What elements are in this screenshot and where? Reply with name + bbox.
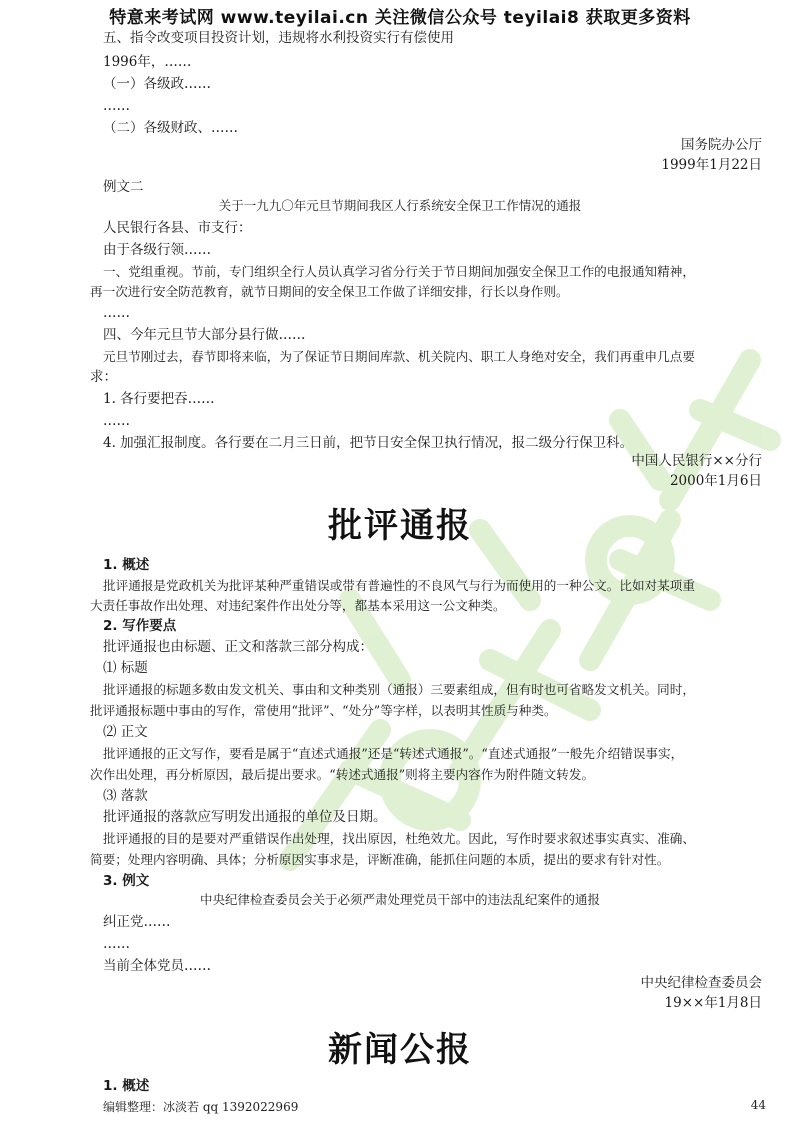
text-line: 大责任事故作出处理、对违纪案件作出处分等，都基本采用这一公文种类。 <box>90 598 506 613</box>
text-line: 1. 各行要把吞…… <box>103 391 215 407</box>
text-line: 再一次进行安全防范教育，就节日期间的安全保卫工作做了详细安排，行长以身作则。 <box>90 284 569 299</box>
text-line: 当前全体党员…… <box>103 958 211 974</box>
signature-org: 中央纪律检查委员会 <box>640 975 762 991</box>
site-banner: 特意来考试网 www.teyilai.cn 关注微信公众号 teyilai8 获取更多资料 <box>109 8 691 28</box>
text-line: 五、指令改变项目投资计划，违规将水利投资实行有偿使用 <box>103 30 454 46</box>
signature-date: 19××年1月8日 <box>664 995 762 1011</box>
text-line: …… <box>103 305 130 321</box>
text-line: …… <box>103 413 130 429</box>
text-line: 次作出处理，再分析原因，最后提出要求。“转述式通报”则将主要内容作为附件随文转发。 <box>90 767 595 782</box>
text-line: 一、党组重视。节前，专门组织全行人员认真学习省分行关于节日期间加强安全保卫工作的电报通知精神， <box>103 264 695 279</box>
text-line: 简要；处理内容明确、具体；分析原因实事求是，评断准确，能抓住问题的本质，提出的要求有针对性。 <box>90 852 670 867</box>
text-line: ⑴ 标题 <box>103 660 148 676</box>
text-line: …… <box>103 98 130 114</box>
text-line: …… <box>103 936 130 952</box>
text-line: 由于各级行领…… <box>103 242 211 258</box>
signature-org: 中国人民银行××分行 <box>631 453 762 469</box>
text-line: 1996年，…… <box>103 54 192 70</box>
text-line: 人民银行各县、市支行： <box>103 220 252 236</box>
subsection-title: 2. 写作要点 <box>103 618 177 634</box>
text-line: 批评通报也由标题、正文和落款三部分构成： <box>103 639 373 655</box>
signature-date: 1999年1月22日 <box>661 157 762 173</box>
footer-editor: 编辑整理：冰淡若 qq 1392022969 <box>103 1100 299 1114</box>
text-line: ⑶ 落款 <box>103 788 148 804</box>
text-line: 批评通报的落款应写明发出通报的单位及日期。 <box>103 809 387 825</box>
section-heading: 批评通报 <box>328 506 472 546</box>
text-line: 求： <box>90 369 117 385</box>
section-heading: 新闻公报 <box>328 1030 472 1070</box>
text-line: 批评通报是党政机关为批评某种严重错误或带有普遍性的不良风气与行为而使用的一种公文。比如对某项重 <box>103 578 695 593</box>
text-line: 批评通报标题中事由的写作，常使用“批评”、“处分”等字样，以表明其性质与种类。 <box>90 703 557 718</box>
text-line: （二）各级财政、…… <box>103 120 238 136</box>
text-line: 4. 加强汇报制度。各行要在二月三日前，把节日安全保卫执行情况，报二级分行保卫科。 <box>103 435 634 451</box>
text-line: 纠正党…… <box>103 914 171 930</box>
text-line: 批评通报的正文写作，要看是属于“直述式通报”还是“转述式通报”。“直述式通报”一般先介绍错误事实， <box>103 746 684 761</box>
subsection-title: 3. 例文 <box>103 873 150 889</box>
page-number: 44 <box>750 1098 766 1112</box>
text-line: 批评通报的标题多数由发文机关、事由和文种类别（通报）三要素组成，但有时也可省略发文机关。同时， <box>103 682 695 697</box>
signature-date: 2000年1月6日 <box>669 473 762 489</box>
doc-title: 关于一九九〇年元旦节期间我区人行系统安全保卫工作情况的通报 <box>218 198 582 213</box>
text-line: 元旦节刚过去，春节即将来临，为了保证节日期间库款、机关院内、职工人身绝对安全，我们再重申几点要 <box>103 349 695 364</box>
subsection-title: 1. 概述 <box>103 1078 150 1094</box>
text-line: 批评通报的目的是要对严重错误作出处理，找出原因，杜绝效尤。因此，写作时要求叙述事实真实、准确、 <box>103 831 695 846</box>
subsection-title: 1. 概述 <box>103 557 150 573</box>
text-line: ⑵ 正文 <box>103 724 148 740</box>
text-line: （一）各级政…… <box>103 76 211 92</box>
doc-title: 中央纪律检查委员会关于必须严肃处理党员干部中的违法乱纪案件的通报 <box>199 892 600 907</box>
example-label: 例文二 <box>103 179 144 195</box>
signature-org: 国务院办公厅 <box>681 137 762 153</box>
text-line: 四、今年元旦节大部分县行做…… <box>103 327 306 343</box>
